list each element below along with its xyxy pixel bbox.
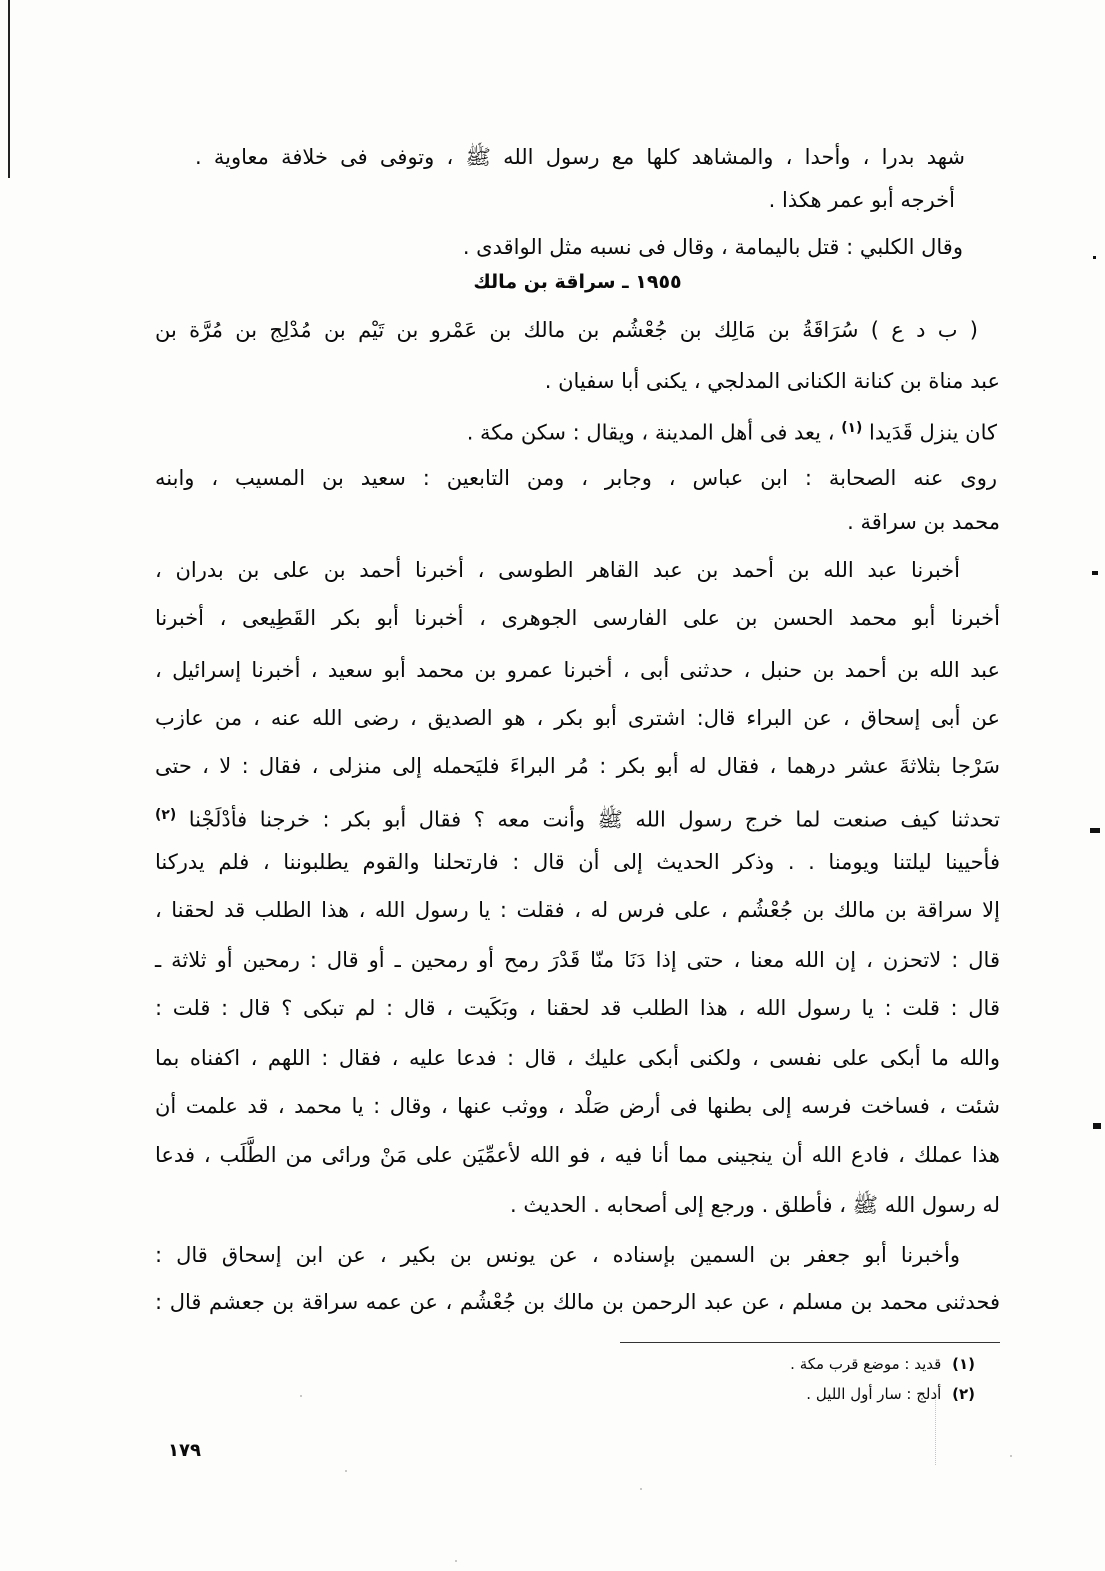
text-line: قال : قلت : يا رسول الله ، هذا الطلب قد لحقنا ، وبَكَيت ، قال : لم تبكى ؟ قال : قلت : [155, 996, 1000, 1020]
scan-speck [640, 1488, 642, 1490]
page-number: ١٧٩ [168, 1440, 201, 1461]
text-line: أخرجه أبو عمر هكذا . [768, 188, 955, 212]
text-line [155, 412, 1000, 444]
text-line: والله ما أبكى على نفسى ، ولكنى أبكى عليك ، قال : فدعا عليه ، فقال : اللهم ، اكفناه بما [155, 1046, 1000, 1070]
text-line: هذا عملك ، فادع الله أن ينجينى مما أنا فيه ، فو الله لأعمِّيَن على مَنْ ورائى من الطَّلَب ، فدعا [155, 1143, 1000, 1167]
scan-speck [1010, 1455, 1012, 1457]
scan-mark [1090, 828, 1100, 833]
footnote-text: أدلج : سار أول الليل . [806, 1385, 942, 1403]
scan-edge-line [8, 0, 10, 178]
scan-speck [345, 1470, 347, 1472]
footnote-text: قديد : موضع قرب مكة . [790, 1355, 942, 1373]
text-line [155, 799, 1000, 831]
text-line: أخبرنا أبو محمد الحسن بن على الفارسى الجوهرى ، أخبرنا أبو بكر القَطِيعى ، أخبرنا [155, 606, 1000, 630]
scan-mark [1093, 256, 1096, 259]
text-line: عبد مناة بن كنانة الكنانى المدلجي ، يكنى أبا سفيان . [544, 369, 1000, 393]
text-line: أخبرنا عبد الله بن أحمد بن عبد القاهر الطوسى ، أخبرنا أحمد بن على بن بدران ، [155, 558, 960, 582]
text-line: إلا سراقة بن مالك بن جُعْشُم ، على فرس له ، فقلت : يا رسول الله ، هذا الطلب قد لحقنا ، [155, 898, 1000, 922]
text-line: شئت ، فساخت فرسه إلى بطنها فى أرض صَلْد ، ووثب عنها ، وقال : يا محمد ، قد علمت أن [155, 1094, 1000, 1118]
text-line: وقال الكلبي : قتل باليمامة ، وقال فى نسبه مثل الواقدى . [462, 235, 963, 259]
footnote-reference: (٢) [155, 807, 177, 823]
text-segment: تحدثنا كيف صنعت لما خرج رسول الله ﷺ وأنت معه ؟ فقال أبو بكر : خرجنا فأدْلَجْنا [188, 807, 1000, 832]
scan-dotted-trace [935, 1395, 936, 1465]
footnote-marker: (١) [952, 1355, 975, 1373]
scan-speck [300, 1395, 302, 1397]
scan-speck [455, 1560, 457, 1562]
text-line: ( ب د ع ) سُرَاقَةُ بن مَالِك بن جُعْشُم بن مالك بن عَمْرو بن تَيْم بن مُدْلِج بن مُرَّة بن [155, 318, 978, 342]
text-line: قال : لاتحزن ، إن الله معنا ، حتى إذا دَنَا منّا قَدْرَ رمح أو رمحين ـ أو قال : رمحين أو ثلاثة ـ [155, 948, 1000, 972]
footnote [520, 1353, 975, 1375]
text-segment: ، يعد فى أهل المدينة ، ويقال : سكن مكة . [466, 420, 835, 445]
text-line: سَرْجا بثلاثةَ عشر درهما ، فقال له أبو بكر : مُر البراءَ فليَحمله إلى منزلى ، فقال : لا ، حتى [155, 754, 1000, 778]
footnote-separator [620, 1342, 1000, 1343]
text-line: عن أبى إسحاق ، عن البراء قال: اشترى أبو بكر ، هو الصديق ، رضى الله عنه ، من عازب [155, 706, 1000, 730]
text-segment: كان ينزل قَدَيدا [869, 420, 997, 445]
text-line: وأخبرنا أبو جعفر بن السمين بإسناده ، عن يونس بن بكير ، عن ابن إسحاق قال : [155, 1243, 960, 1267]
text-line: شهد بدرا ، وأحدا ، والمشاهد كلها مع رسول الله ﷺ ، وتوفى فى خلافة معاوية . [195, 145, 965, 169]
footnote [520, 1383, 975, 1405]
text-line: روى عنه الصحابة : ابن عباس ، وجابر ، ومن التابعين : سعيد بن المسيب ، وابنه [155, 466, 997, 490]
entry-heading: ١٩٥٥ ـ سراقة بن مالك [473, 271, 682, 293]
scan-mark [1093, 1123, 1101, 1129]
footnote-marker: (٢) [952, 1385, 975, 1403]
footnote-reference: (١) [841, 420, 863, 436]
scan-mark [1092, 571, 1098, 575]
text-line: عبد الله بن أحمد بن حنبل ، حدثنى أبى ، أخبرنا عمرو بن محمد أبو سعيد ، أخبرنا إسرائيل ، [155, 658, 1000, 682]
text-line: فحدثنى محمد بن مسلم ، عن عبد الرحمن بن مالك بن جُعْشُم ، عن عمه سراقة بن جعشم قال : [155, 1290, 1000, 1314]
text-line: له رسول الله ﷺ ، فأطلق . ورجع إلى أصحابه . الحديث . [509, 1193, 1000, 1217]
text-line: فأحيينا ليلتنا ويومنا . . وذكر الحديث إلى أن قال : فارتحلنا والقوم يطلبوننا ، فلم يدركنا [155, 850, 1000, 874]
text-line: محمد بن سراقة . [847, 510, 1000, 534]
